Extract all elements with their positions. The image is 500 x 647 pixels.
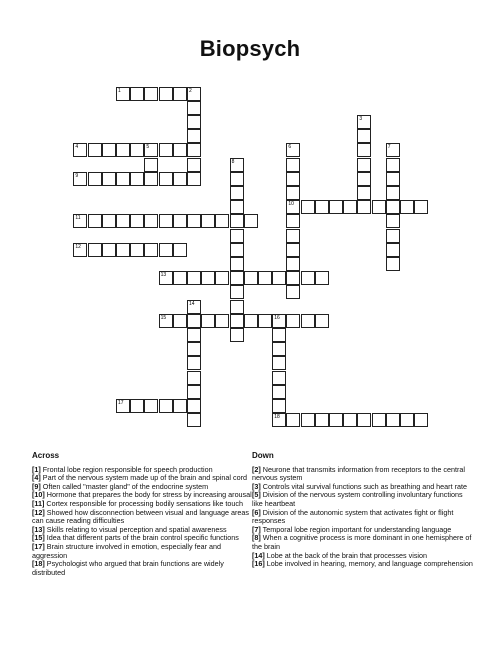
grid-cell[interactable]	[272, 356, 286, 370]
grid-cell[interactable]	[286, 285, 300, 299]
grid-cell[interactable]	[230, 243, 244, 257]
clue-number: 1	[118, 87, 121, 94]
grid-cell[interactable]	[159, 87, 173, 101]
grid-cell[interactable]	[301, 200, 315, 214]
grid-cell[interactable]	[230, 229, 244, 243]
clue-number: 5	[146, 144, 150, 151]
clue-item: [9] Often called "master gland" of the endocrine system	[32, 481, 209, 491]
grid-cell[interactable]	[357, 186, 371, 200]
grid-cell[interactable]	[230, 200, 244, 214]
grid-cell[interactable]	[386, 214, 400, 228]
grid-cell[interactable]	[215, 314, 229, 328]
grid-cell[interactable]	[286, 271, 300, 285]
grid-cell[interactable]	[400, 200, 414, 214]
grid-cell[interactable]	[173, 214, 187, 228]
grid-cell[interactable]	[272, 413, 286, 427]
grid-cell[interactable]	[187, 101, 201, 115]
grid-cell[interactable]	[272, 328, 286, 342]
clue-item: [2] Neurone that transmits information from receptors to the central nervous system	[252, 464, 465, 483]
grid-cell[interactable]	[315, 200, 329, 214]
grid-cell[interactable]	[230, 257, 244, 271]
grid-cell[interactable]	[400, 413, 414, 427]
grid-cell[interactable]	[130, 172, 144, 186]
grid-cell[interactable]	[88, 172, 102, 186]
clue-number: 7	[387, 144, 391, 151]
clue-number: 3	[359, 115, 363, 122]
grid-cell[interactable]	[187, 115, 201, 129]
grid-cell[interactable]	[230, 285, 244, 299]
clue-item: [12] Showed how disconnection between visual and language areas can cause reading difficulties	[32, 507, 249, 526]
grid-cell[interactable]	[116, 243, 130, 257]
clue-item: [5] Division of the nervous system controlling involuntary functions like heartbeat	[252, 490, 463, 508]
clue-number: 15	[160, 314, 167, 321]
grid-cell[interactable]	[286, 214, 300, 228]
grid-cell[interactable]	[357, 172, 371, 186]
grid-cell[interactable]	[144, 172, 158, 186]
grid-cell[interactable]	[386, 186, 400, 200]
grid-cell[interactable]	[102, 243, 116, 257]
grid-cell[interactable]	[230, 214, 244, 228]
grid-cell[interactable]	[230, 158, 244, 172]
grid-cell[interactable]	[144, 87, 158, 101]
grid-cell[interactable]	[286, 314, 300, 328]
grid-cell[interactable]	[102, 143, 116, 157]
grid-cell[interactable]	[187, 385, 201, 399]
grid-cell[interactable]	[286, 413, 300, 427]
clue-number: 13	[160, 272, 167, 279]
grid-cell[interactable]	[102, 172, 116, 186]
grid-cell[interactable]	[187, 172, 201, 186]
grid-cell[interactable]	[301, 413, 315, 427]
grid-cell[interactable]	[173, 172, 187, 186]
grid-cell[interactable]	[215, 271, 229, 285]
grid-cell[interactable]	[386, 413, 400, 427]
grid-cell[interactable]	[357, 413, 371, 427]
grid-cell[interactable]	[286, 158, 300, 172]
grid-cell[interactable]	[159, 314, 173, 328]
grid-cell[interactable]	[201, 214, 215, 228]
grid-cell[interactable]	[286, 200, 300, 214]
grid-cell[interactable]	[201, 271, 215, 285]
grid-cell[interactable]	[301, 314, 315, 328]
grid-cell[interactable]	[88, 214, 102, 228]
across-heading: Across	[32, 451, 60, 460]
down-list	[252, 466, 474, 569]
grid-cell[interactable]	[244, 314, 258, 328]
clue-number: 10	[288, 201, 294, 208]
grid-cell[interactable]	[272, 385, 286, 399]
grid-cell[interactable]	[144, 214, 158, 228]
grid-cell[interactable]	[159, 271, 173, 285]
grid-cell[interactable]	[187, 214, 201, 228]
grid-cell[interactable]	[73, 243, 87, 257]
grid-cell[interactable]	[230, 172, 244, 186]
grid-cell[interactable]	[286, 186, 300, 200]
grid-cell[interactable]	[244, 214, 258, 228]
grid-cell[interactable]	[187, 314, 201, 328]
grid-cell[interactable]	[159, 243, 173, 257]
down-clues	[252, 452, 474, 569]
grid-cell[interactable]	[386, 243, 400, 257]
grid-cell[interactable]	[272, 271, 286, 285]
clue-item: [1] Frontal lobe region responsible for speech production	[32, 464, 213, 474]
clue-item: [15] Idea that different parts of the brain control specific functions	[32, 533, 239, 543]
down-heading: Down	[252, 451, 274, 460]
clue-number: 17	[118, 399, 124, 406]
grid-cell[interactable]	[73, 143, 87, 157]
grid-cell[interactable]	[116, 87, 130, 101]
grid-cell[interactable]	[102, 214, 116, 228]
grid-cell[interactable]	[372, 200, 386, 214]
grid-cell[interactable]	[173, 314, 187, 328]
clue-item: [8] When a cognitive process is more dominant in one hemisphere of the brain	[252, 533, 472, 551]
grid-cell[interactable]	[187, 300, 201, 314]
clue-item: [16] Lobe involved in hearing, memory, and language comprehension	[252, 559, 473, 569]
grid-cell[interactable]	[272, 342, 286, 356]
grid-cell[interactable]	[144, 158, 158, 172]
grid-cell[interactable]	[315, 413, 329, 427]
grid-cell[interactable]	[230, 271, 244, 285]
grid-cell[interactable]	[343, 200, 357, 214]
clue-number: 9	[75, 172, 79, 179]
grid-cell[interactable]	[386, 257, 400, 271]
grid-cell[interactable]	[343, 413, 357, 427]
grid-cell[interactable]	[130, 87, 144, 101]
grid-cell[interactable]	[357, 115, 371, 129]
grid-cell[interactable]	[173, 143, 187, 157]
grid-cell[interactable]	[315, 314, 329, 328]
grid-cell[interactable]	[244, 271, 258, 285]
grid-cell[interactable]	[187, 158, 201, 172]
grid-cell[interactable]	[386, 143, 400, 157]
grid-cell[interactable]	[272, 314, 286, 328]
grid-cell[interactable]	[159, 143, 173, 157]
grid-cell[interactable]	[130, 143, 144, 157]
grid-cell[interactable]	[272, 371, 286, 385]
grid-cell[interactable]	[173, 399, 187, 413]
across-clues	[32, 452, 254, 577]
grid-cell[interactable]	[230, 328, 244, 342]
grid-cell[interactable]	[159, 399, 173, 413]
grid-cell[interactable]	[187, 356, 201, 370]
grid-cell[interactable]	[159, 172, 173, 186]
grid-cell[interactable]	[230, 314, 244, 328]
grid-cell[interactable]	[329, 200, 343, 214]
grid-cell[interactable]	[187, 328, 201, 342]
grid-cell[interactable]	[173, 87, 187, 101]
grid-cell[interactable]	[187, 342, 201, 356]
grid-cell[interactable]	[144, 243, 158, 257]
clue-number: 16	[274, 314, 280, 321]
clue-number: 18	[274, 414, 280, 421]
clue-item: [6] Division of the autonomic system that activates fight or flight responses	[252, 507, 454, 526]
grid-cell[interactable]	[357, 200, 371, 214]
grid-cell[interactable]	[173, 271, 187, 285]
grid-cell[interactable]	[372, 413, 386, 427]
grid-cell[interactable]	[144, 399, 158, 413]
grid-cell[interactable]	[187, 371, 201, 385]
grid-cell[interactable]	[215, 214, 229, 228]
grid-cell[interactable]	[386, 229, 400, 243]
grid-cell[interactable]	[230, 300, 244, 314]
clue-item: [14] Lobe at the back of the brain that processes vision	[252, 550, 428, 560]
grid-cell[interactable]	[130, 399, 144, 413]
grid-cell[interactable]	[187, 413, 201, 427]
grid-cell[interactable]	[258, 271, 272, 285]
grid-cell[interactable]	[286, 143, 300, 157]
clue-number: 11	[75, 215, 81, 222]
grid-cell[interactable]	[386, 200, 400, 214]
clue-item: [11] Cortex responsible for processing bodily sensations like touch	[32, 498, 243, 508]
grid-cell[interactable]	[130, 243, 144, 257]
grid-cell[interactable]	[73, 214, 87, 228]
grid-cell[interactable]	[272, 399, 286, 413]
grid-cell[interactable]	[187, 129, 201, 143]
grid-cell[interactable]	[187, 271, 201, 285]
grid-cell[interactable]	[187, 143, 201, 157]
grid-cell[interactable]	[258, 314, 272, 328]
grid-cell[interactable]	[386, 158, 400, 172]
grid-cell[interactable]	[357, 143, 371, 157]
grid-cell[interactable]	[73, 172, 87, 186]
grid-cell[interactable]	[230, 186, 244, 200]
grid-cell[interactable]	[116, 214, 130, 228]
grid-cell[interactable]	[301, 271, 315, 285]
grid-cell[interactable]	[286, 257, 300, 271]
clue-item: [17] Brain structure involved in emotion, especially fear and aggression	[32, 541, 221, 560]
clue-number: 2	[189, 87, 192, 94]
grid-cell[interactable]	[130, 214, 144, 228]
clue-item: [7] Temporal lobe region important for understanding language	[252, 524, 452, 534]
grid-cell[interactable]	[386, 172, 400, 186]
grid-cell[interactable]	[286, 229, 300, 243]
clue-item: [10] Hormone that prepares the body for stress by increasing arousal	[32, 490, 252, 500]
grid-cell[interactable]	[144, 143, 158, 157]
clue-item: [13] Skills relating to visual perception and spatial awareness	[32, 524, 227, 534]
grid-cell[interactable]	[315, 271, 329, 285]
clue-number: 6	[288, 144, 292, 151]
puzzle-title: Biopsych	[199, 36, 301, 61]
grid-cell[interactable]	[357, 158, 371, 172]
across-list	[32, 466, 254, 578]
clue-number: 12	[75, 243, 81, 250]
grid-cell[interactable]	[116, 143, 130, 157]
grid-cell[interactable]	[116, 172, 130, 186]
grid-cell[interactable]	[329, 413, 343, 427]
grid-cell[interactable]	[286, 172, 300, 186]
grid-cell[interactable]	[88, 143, 102, 157]
grid-cell[interactable]	[88, 243, 102, 257]
grid-cell[interactable]	[159, 214, 173, 228]
grid-cell[interactable]	[414, 200, 428, 214]
grid-cell[interactable]	[187, 399, 201, 413]
clue-number: 14	[189, 300, 195, 307]
grid-cell[interactable]	[357, 129, 371, 143]
grid-cell[interactable]	[116, 399, 130, 413]
clue-item: [18] Psychologist who argued that brain functions are widely distributed	[32, 559, 224, 577]
grid-cell[interactable]	[173, 243, 187, 257]
grid-cell[interactable]	[414, 413, 428, 427]
clue-number: 4	[75, 144, 79, 151]
grid-cell[interactable]	[286, 243, 300, 257]
clue-number: 8	[231, 158, 235, 165]
grid-cell[interactable]	[201, 314, 215, 328]
clue-item: [4] Part of the nervous system made up of the brain and spinal cord	[32, 473, 247, 483]
clue-item: [3] Controls vital survival functions such as breathing and heart rate	[252, 481, 467, 491]
grid-cell[interactable]	[187, 87, 201, 101]
